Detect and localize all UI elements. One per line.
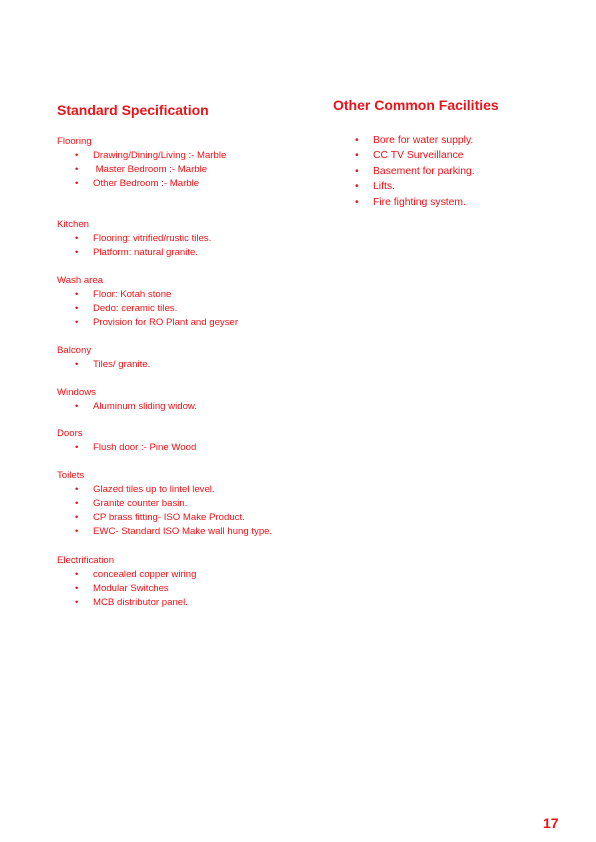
list-item [57, 497, 272, 511]
facility-item-text: Lifts. [373, 181, 395, 193]
bullet-icon: • [355, 181, 359, 193]
section-list [57, 483, 272, 539]
bullet-icon: • [75, 442, 79, 453]
facility-item [353, 179, 475, 194]
list-item-text: Drawing/Dining/Living :- Marble [93, 150, 227, 161]
bullet-icon: • [75, 526, 79, 537]
bullet-icon: • [75, 498, 79, 509]
section-doors [57, 427, 196, 455]
bullet-icon: • [75, 303, 79, 314]
list-item [57, 483, 272, 497]
bullet-icon: • [75, 512, 79, 523]
section-list [57, 400, 197, 414]
section-title: Flooring [57, 136, 92, 147]
bullet-icon: • [75, 233, 79, 244]
section-list [57, 358, 150, 372]
list-item-text: Master Bedroom :- Marble [93, 164, 208, 175]
list-item-text: EWC- Standard ISO Make wall hung type. [93, 526, 273, 537]
list-item [57, 582, 196, 596]
facility-item [353, 133, 475, 148]
section-title: Wash area [57, 275, 104, 286]
list-item [57, 525, 272, 539]
bullet-icon: • [355, 196, 359, 208]
bullet-icon: • [75, 401, 79, 412]
list-item-text: MCB distributor panel. [93, 597, 188, 608]
bullet-icon: • [75, 150, 79, 161]
section-title: Kitchen [57, 219, 89, 230]
section-list [57, 288, 238, 330]
section-windows [57, 386, 197, 414]
section-title: Balcony [57, 345, 92, 356]
list-item-text: Tiles/ granite. [93, 359, 151, 370]
list-item [57, 246, 211, 260]
section-toilets [57, 469, 272, 539]
list-item-text: Dedo: ceramic tiles. [93, 303, 178, 314]
facility-item-text: Fire fighting system. [373, 196, 466, 208]
facility-item-text: Basement for parking. [373, 165, 475, 177]
facility-item-text: Bore for water supply. [373, 135, 474, 146]
list-item [57, 163, 226, 177]
bullet-icon: • [75, 359, 79, 370]
list-item [57, 400, 197, 414]
list-item-text: Floor: Kotah stone [93, 289, 172, 300]
bullet-icon: • [75, 583, 79, 594]
bullet-icon: • [75, 484, 79, 495]
list-item-text: Modular Switches [93, 583, 169, 594]
bullet-icon: • [75, 178, 79, 189]
bullet-icon: • [75, 247, 79, 258]
standard-specification-heading: Standard Specification [57, 102, 209, 118]
list-item-text: Glazed tiles up to lintel level. [93, 484, 215, 495]
list-item [57, 596, 196, 610]
list-item [57, 232, 211, 246]
list-item [57, 288, 238, 302]
list-item-text: Flush door :- Pine Wood [93, 442, 197, 453]
bullet-icon: • [355, 135, 359, 146]
list-item-text: Aluminum sliding widow. [93, 401, 197, 412]
section-title: Doors [57, 428, 83, 439]
other-common-facilities-heading: Other Common Facilities [333, 97, 499, 113]
list-item [57, 177, 226, 191]
list-item [57, 316, 238, 330]
facility-item [353, 195, 475, 210]
section-list [57, 441, 196, 455]
bullet-icon: • [75, 164, 79, 175]
section-list [57, 568, 196, 610]
page-number: 17 [543, 815, 559, 831]
bullet-icon: • [75, 597, 79, 608]
bullet-icon: • [75, 569, 79, 580]
section-wash-area [57, 274, 238, 330]
list-item-text: concealed copper wiring [93, 569, 197, 580]
list-item-text: Other Bedroom :- Marble [93, 178, 200, 189]
list-item-text: Provision for RO Plant and geyser [93, 317, 239, 328]
list-item [57, 302, 238, 316]
section-electrification [57, 554, 196, 610]
section-title: Toilets [57, 470, 85, 481]
section-title: Electrification [57, 555, 115, 566]
list-item-text: Granite counter basin. [93, 498, 188, 509]
list-item [57, 441, 196, 455]
section-title: Windows [57, 387, 96, 398]
section-kitchen [57, 218, 211, 260]
facility-item-text: CC TV Surveillance [373, 150, 464, 162]
facility-item [353, 164, 475, 179]
list-item-text: CP brass fitting- ISO Make Product. [93, 512, 245, 523]
list-item [57, 149, 226, 163]
list-item [57, 511, 272, 525]
section-flooring [57, 135, 226, 191]
section-list [57, 149, 226, 191]
list-item-text: Flooring: vitrified/rustic tiles. [93, 233, 212, 244]
section-balcony [57, 344, 150, 372]
list-item-text: Platform: natural granite. [93, 247, 199, 258]
facility-item [353, 148, 475, 163]
list-item [57, 568, 196, 582]
bullet-icon: • [355, 165, 359, 177]
list-item [57, 358, 150, 372]
bullet-icon: • [75, 289, 79, 300]
section-list [57, 232, 211, 260]
bullet-icon: • [75, 317, 79, 328]
bullet-icon: • [355, 150, 359, 162]
facilities-list [353, 133, 475, 210]
